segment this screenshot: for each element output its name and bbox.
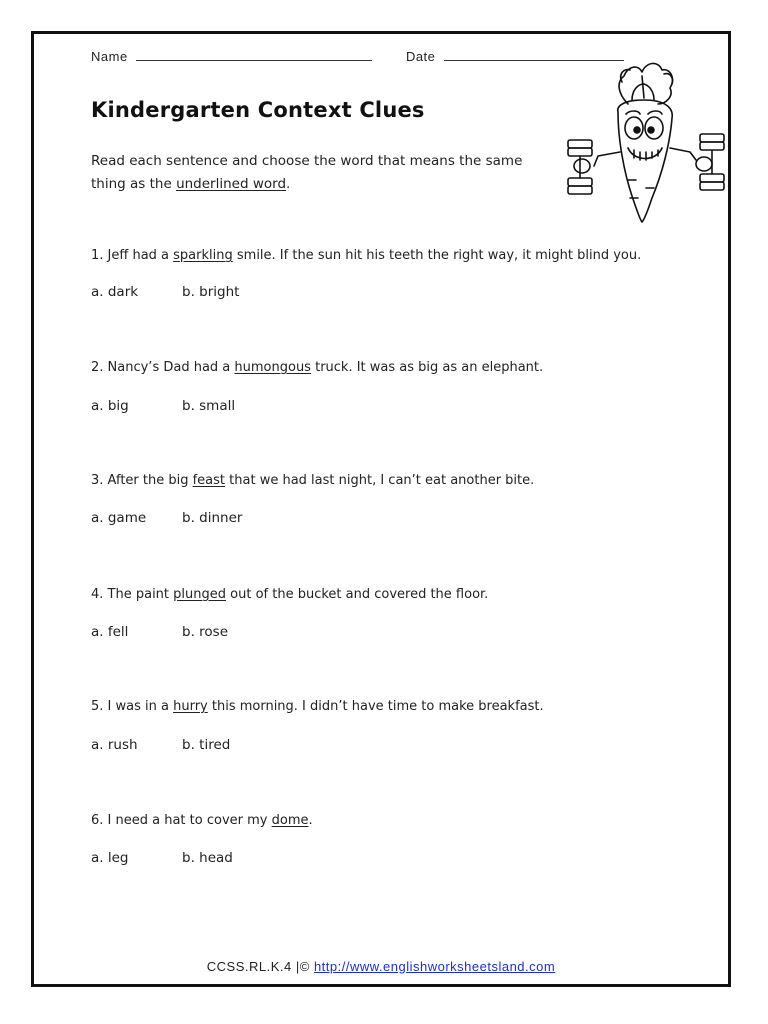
question-text: that we had last night, I can’t eat another bite. [225, 473, 535, 488]
option-a[interactable]: a. fell [91, 624, 129, 640]
name-field-line[interactable] [136, 48, 372, 61]
question-1 [91, 248, 691, 263]
option-a[interactable]: a. rush [91, 737, 138, 753]
question-text: 4. The paint [91, 587, 174, 602]
question-text: 6. I need a hat to cover my [91, 813, 272, 828]
option-b[interactable]: b. bright [182, 284, 240, 300]
target-word: hurry [173, 699, 208, 714]
instructions-underlined: underlined word [176, 176, 287, 192]
date-label: Date [405, 49, 436, 64]
options-5 [91, 737, 230, 753]
question-text: 5. I was in a [91, 699, 174, 714]
footer [34, 959, 728, 974]
question-3 [91, 473, 691, 488]
option-b[interactable]: b. tired [182, 737, 231, 753]
target-word: humongous [234, 360, 311, 375]
question-6 [91, 813, 691, 828]
option-a[interactable]: a. game [91, 510, 147, 526]
options-3 [91, 510, 242, 526]
option-a[interactable]: a. dark [91, 284, 139, 300]
instructions-text: Read each sentence and choose the word that means the same thing as the [91, 153, 523, 192]
name-label: Name [91, 49, 128, 64]
page-title: Kindergarten Context Clues [91, 98, 425, 122]
option-b[interactable]: b. rose [182, 624, 229, 640]
options-2 [91, 398, 235, 414]
option-a[interactable]: a. leg [91, 850, 129, 866]
target-word: dome [271, 813, 309, 828]
question-text: 3. After the big [91, 473, 193, 488]
question-text: this morning. I didn’t have time to make breakfast. [207, 699, 544, 714]
options-1 [91, 284, 239, 300]
question-5 [91, 699, 691, 714]
question-text: 1. Jeff had a [91, 248, 174, 263]
target-word: sparkling [173, 248, 233, 263]
question-2 [91, 360, 691, 375]
footer-link[interactable]: http://www.englishworksheetsland.com [313, 959, 556, 974]
question-4 [91, 587, 691, 602]
options-6 [91, 850, 233, 866]
worksheet-page [31, 31, 731, 987]
instructions [91, 150, 551, 196]
option-a[interactable]: a. big [91, 398, 129, 414]
option-b[interactable]: b. head [182, 850, 233, 866]
question-text: truck. It was as big as an elephant. [310, 360, 544, 375]
target-word: feast [192, 473, 226, 488]
instructions-end: . [286, 176, 291, 192]
header-fields [91, 48, 624, 64]
options-4 [91, 624, 228, 640]
question-text: 2. Nancy’s Dad had a [91, 360, 235, 375]
option-b[interactable]: b. dinner [182, 510, 243, 526]
question-text: out of the bucket and covered the floor. [226, 587, 489, 602]
carrot-mascot-icon [558, 48, 730, 226]
footer-standard: CCSS.RL.K.4 |© [206, 959, 314, 974]
question-text: smile. If the sun hit his teeth the right way, it might blind you. [232, 248, 642, 263]
target-word: plunged [173, 587, 227, 602]
option-b[interactable]: b. small [182, 398, 236, 414]
question-text: . [308, 813, 313, 828]
